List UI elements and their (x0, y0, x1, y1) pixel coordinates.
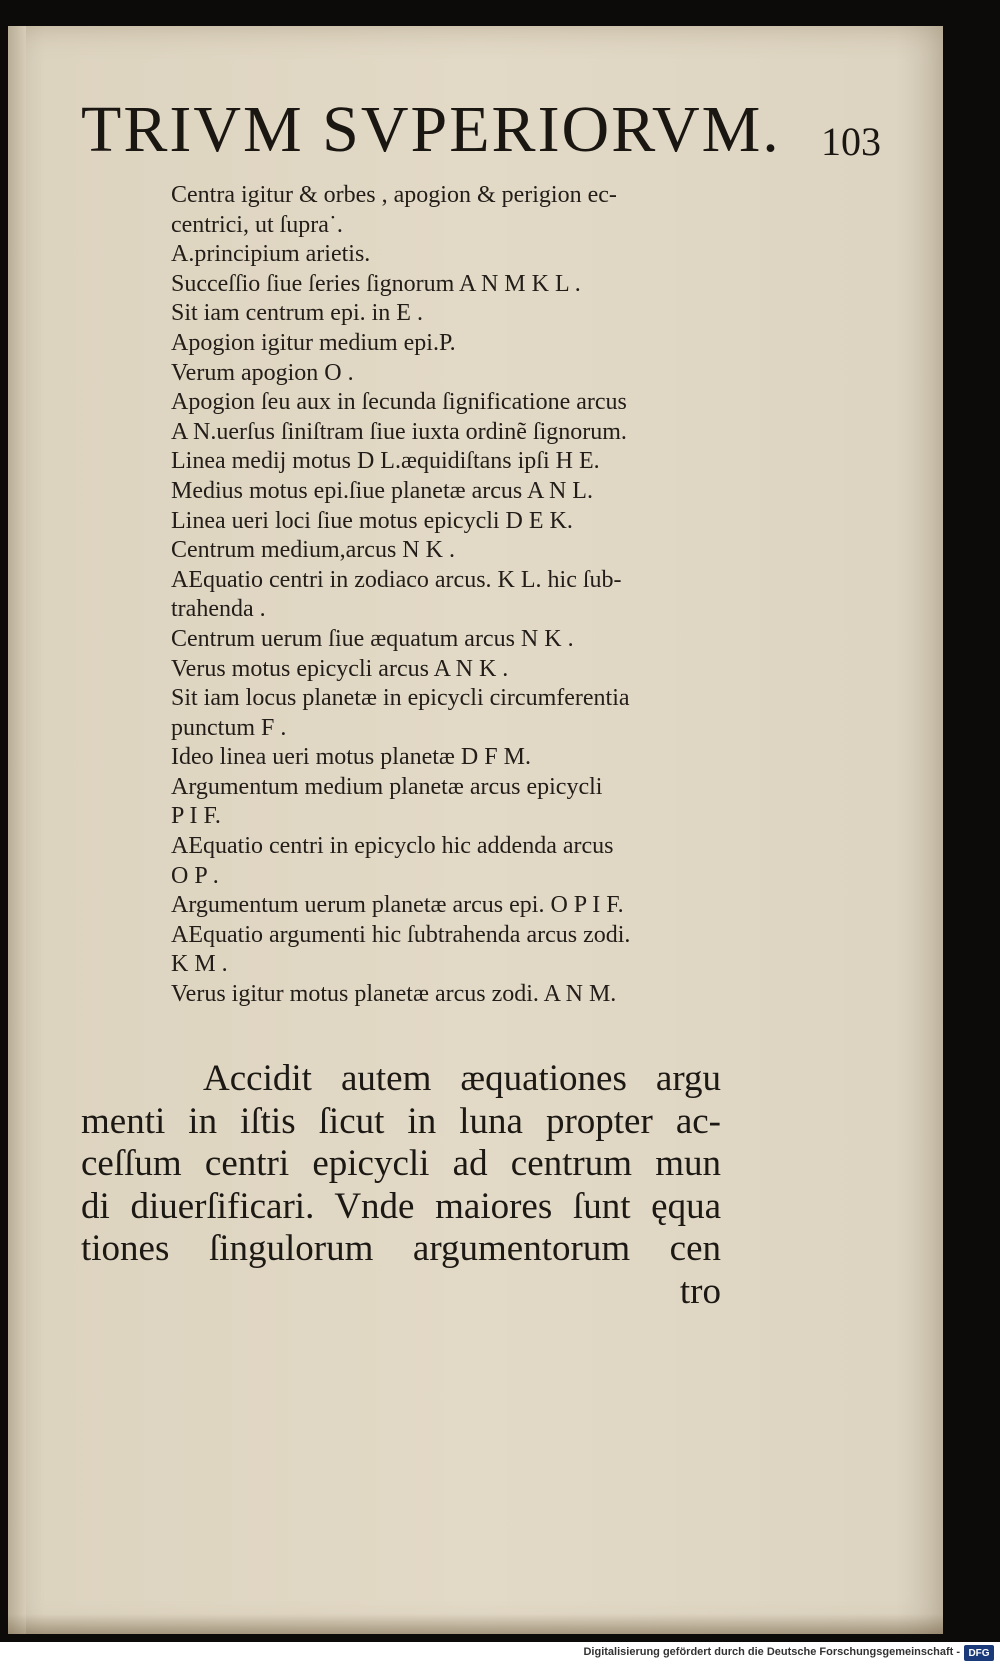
list-line: O P . (171, 862, 219, 889)
running-header (81, 92, 881, 182)
body-paragraph (81, 1058, 721, 1313)
list-line: Verus motus epicycli arcus A N K . (171, 655, 509, 682)
list-line: Verum apogion O . (171, 359, 354, 386)
list-line: Succeſſio ſiue ſeries ſignorum A N M K L . (171, 270, 581, 297)
paragraph-line: Accidit autem æquationes argu (203, 1058, 721, 1099)
page-number: 103 (821, 119, 881, 164)
list-line: Sit iam centrum epi. in E . (171, 300, 423, 327)
list-line: Apogion igitur medium epi.P. (171, 329, 456, 356)
list-line: K M . (171, 951, 228, 978)
list-line: Centrum medium,arcus N K . (171, 537, 455, 564)
list-line: Linea ueri loci ſiue motus epicycli D E K. (171, 507, 573, 534)
list-line: Argumentum medium planetæ arcus epicycli (171, 773, 603, 800)
list-line: Ideo linea ueri motus planetæ D F M. (171, 744, 531, 771)
list-line: AEquatio centri in epicyclo hic addenda arcus (171, 833, 614, 860)
page-shadow (8, 1614, 943, 1634)
list-line: A.principium arietis. (171, 241, 371, 268)
list-line: A N.uerſus ſiniſtram ſiue iuxta ordinẽ ſignorum. (171, 418, 627, 445)
paragraph-line: ceſſum centri epicycli ad centrum mun (81, 1143, 721, 1184)
book-page (8, 26, 943, 1634)
list-line: trahenda . (171, 596, 266, 623)
list-line: Centrum uerum ſiue æquatum arcus N K . (171, 625, 574, 652)
list-line: punctum F . (171, 714, 287, 741)
digitization-footer (0, 1642, 1000, 1666)
list-line: Medius motus epi.ſiue planetæ arcus A N L. (171, 477, 593, 504)
list-line: Argumentum uerum planetæ arcus epi. O P I F. (171, 892, 624, 919)
page-binding-edge (8, 26, 26, 1634)
definition-list (171, 181, 761, 1010)
list-line: P I F. (171, 803, 221, 830)
paragraph-line: tiones ſingulorum argumentorum cen (81, 1228, 721, 1269)
list-line: Centra igitur & orbes , apogion & perigion ec- (171, 182, 617, 208)
list-line: Verus igitur motus planetæ arcus zodi. A N M. (171, 981, 617, 1008)
list-line: centrici, ut ſupra˙. (171, 211, 343, 238)
paragraph-line: menti in iſtis ſicut in luna propter ac- (81, 1100, 721, 1142)
list-line: AEquatio centri in zodiaco arcus. K L. hic ſub- (171, 566, 622, 593)
paragraph-line: tro (679, 1270, 721, 1312)
funding-credit: Digitalisierung gefördert durch die Deutsche Forschungsgemeinschaft - (583, 1646, 960, 1658)
running-title: TRIVM SVPERIORVM. (81, 93, 781, 166)
list-line: AEquatio argumenti hic ſubtrahenda arcus zodi. (171, 921, 631, 948)
list-line: Sit iam locus planetæ in epicycli circumferentia (171, 685, 630, 712)
paragraph-line: di diuerſificari. Vnde maiores ſunt ęqua (81, 1185, 721, 1227)
list-line: Apogion ſeu aux in ſecunda ſignificatione arcus (171, 389, 627, 416)
dfg-logo: DFG (964, 1645, 994, 1661)
list-line: Linea medij motus D L.æquidiſtans ipſi H E. (171, 448, 600, 475)
